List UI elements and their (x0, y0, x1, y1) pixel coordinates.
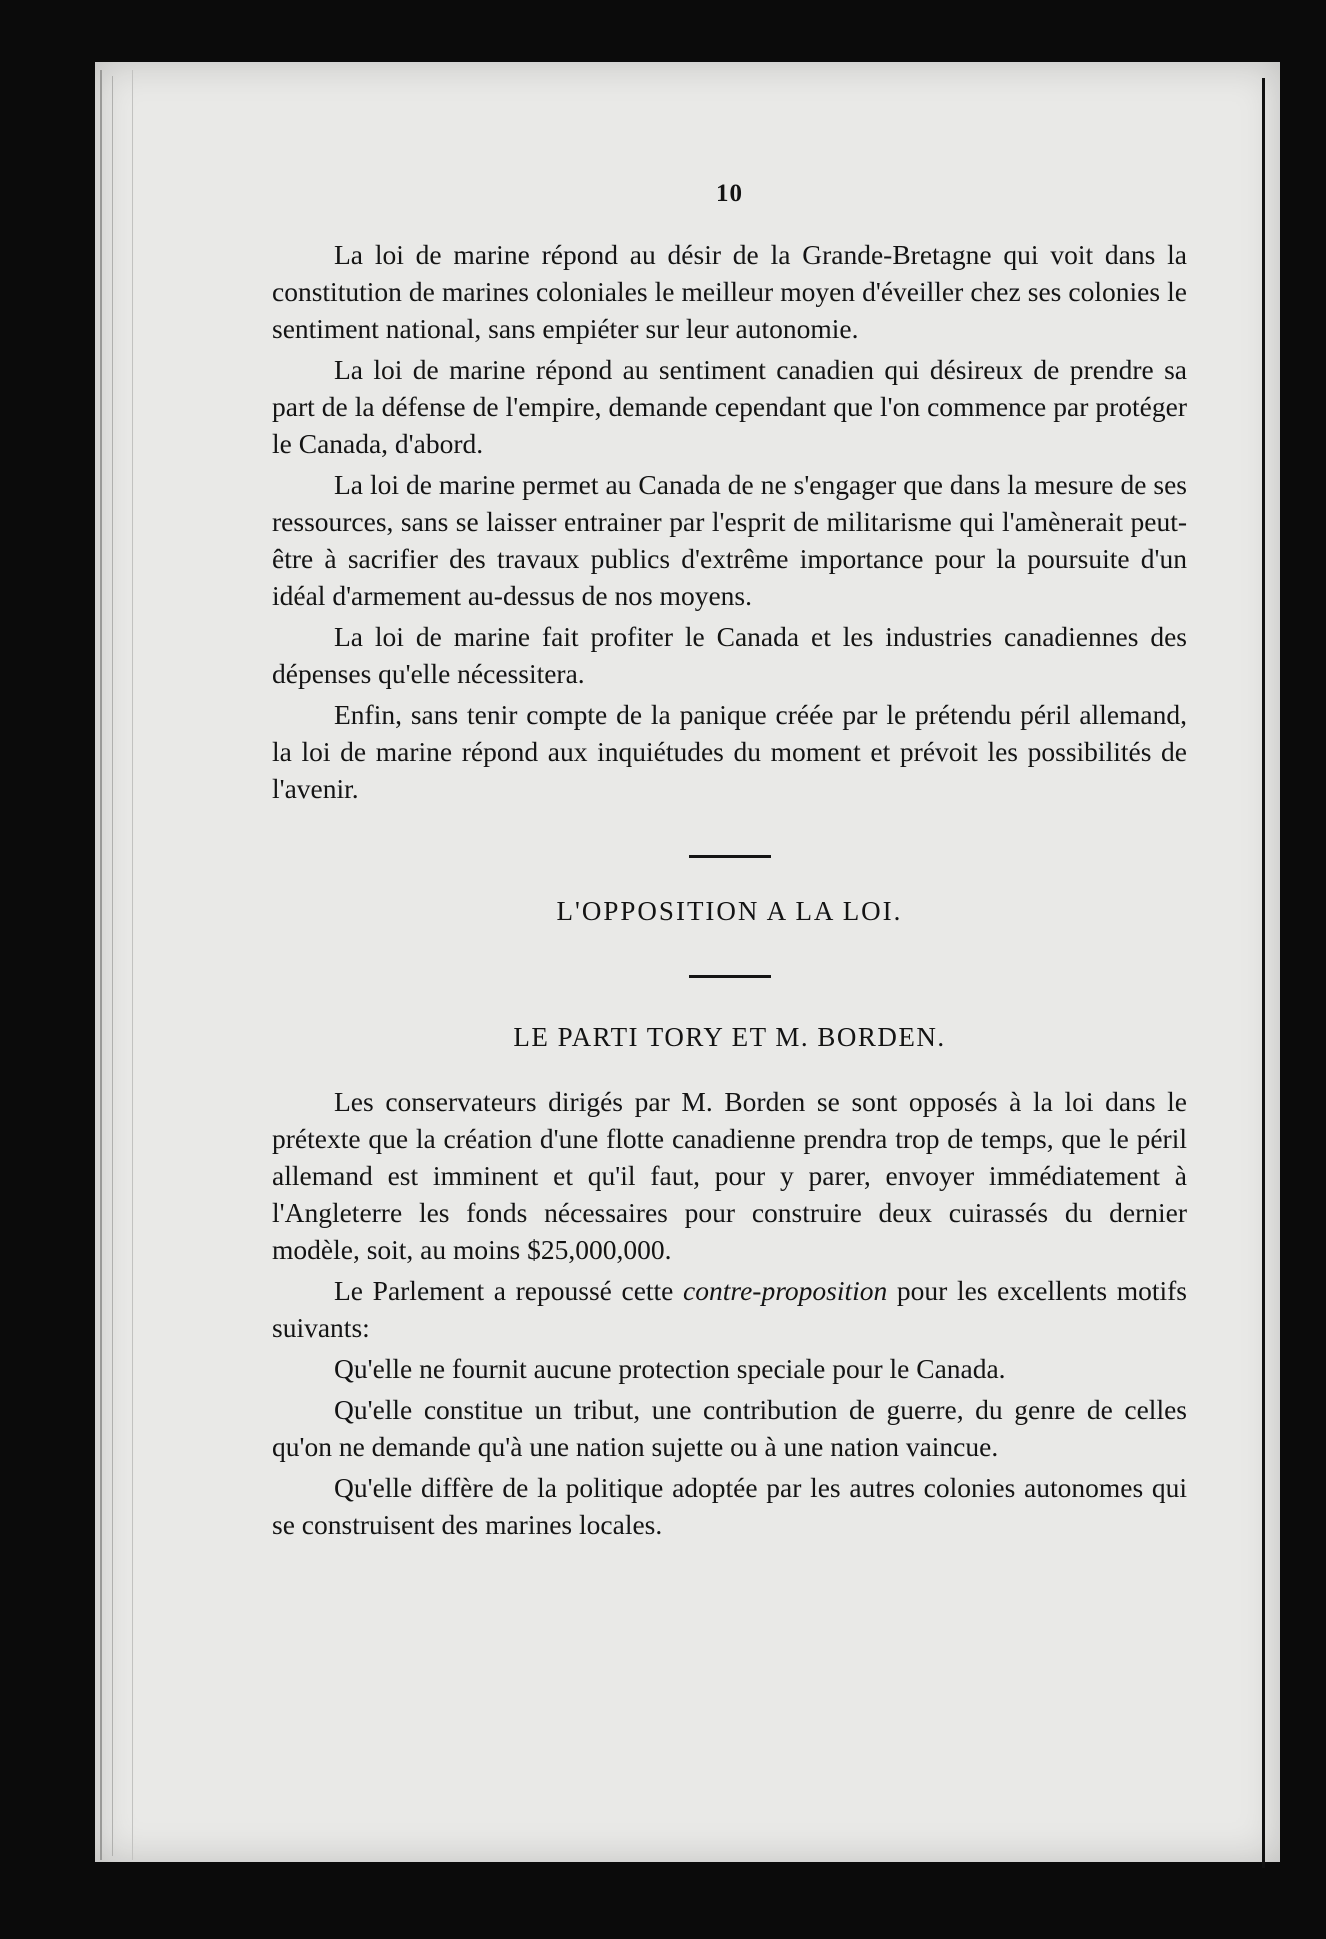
document-body (272, 180, 1187, 1543)
list-point: Qu'elle constitue un tribut, une contribution de guerre, du genre de celles qu'on ne demande qu'à une nation sujette ou à une nation vaincue. (272, 1394, 1187, 1462)
paragraph: La loi de marine fait profiter le Canada et les industries canadiennes des dépenses qu'elle nécessitera. (272, 621, 1187, 689)
page-number: 10 (716, 180, 743, 207)
italic-term: contre-proposition (683, 1275, 888, 1306)
page-edge-line (112, 76, 121, 1856)
paragraph: La loi de marine répond au désir de la Grande-Bretagne qui voit dans la constitution de marines coloniales le meilleur moyen d'éveiller chez ses colonies le sentiment national, sans empiéter sur leur autonomie. (272, 239, 1187, 344)
paragraph-text: pour les excellents motifs suivants: (272, 1275, 1188, 1343)
section-divider (689, 975, 771, 978)
paragraph: La loi de marine répond au sentiment canadien qui désireux de prendre sa part de la défense de l'empire, demande cependant que l'on commence par protéger le Canada, d'abord. (272, 354, 1187, 459)
list-point: Qu'elle ne fournit aucune protection speciale pour le Canada. (334, 1353, 1006, 1384)
paragraph: Les conservateurs dirigés par M. Borden se sont opposés à la loi dans le prétexte que la création d'une flotte canadienne prendra trop de temps, que le péril allemand est imminent et qu'il faut, pour y parer, envoyer immédiatement à l'Angleterre les fonds nécessaires pour construire deux cuirassés du dernier modèle, soit, au moins $25,000,000. (272, 1086, 1187, 1265)
section-divider (689, 855, 771, 858)
paragraph (272, 1272, 1187, 1346)
section-heading: L'OPPOSITION A LA LOI. (556, 896, 903, 926)
list-point: Qu'elle diffère de la politique adoptée par les autres colonies autonomes qui se construisent des marines locales. (272, 1472, 1187, 1540)
paragraph: La loi de marine permet au Canada de ne s'engager que dans la mesure de ses ressources, sans se laisser entrainer par l'esprit de militarisme qui l'amènerait peut-être à sacrifier des travaux publics d'extrême importance pour la poursuite d'un idéal d'armement au-dessus de nos moyens. (272, 469, 1187, 611)
paragraph: Enfin, sans tenir compte de la panique créée par le prétendu péril allemand, la loi de marine répond aux inquiétudes du moment et prévoit les possibilités de l'avenir. (272, 699, 1187, 804)
section-subheading: LE PARTI TORY ET M. BORDEN. (513, 1022, 946, 1052)
paragraph-text: Le Parlement a repoussé cette (334, 1275, 684, 1306)
page-right-border (1262, 78, 1265, 1868)
